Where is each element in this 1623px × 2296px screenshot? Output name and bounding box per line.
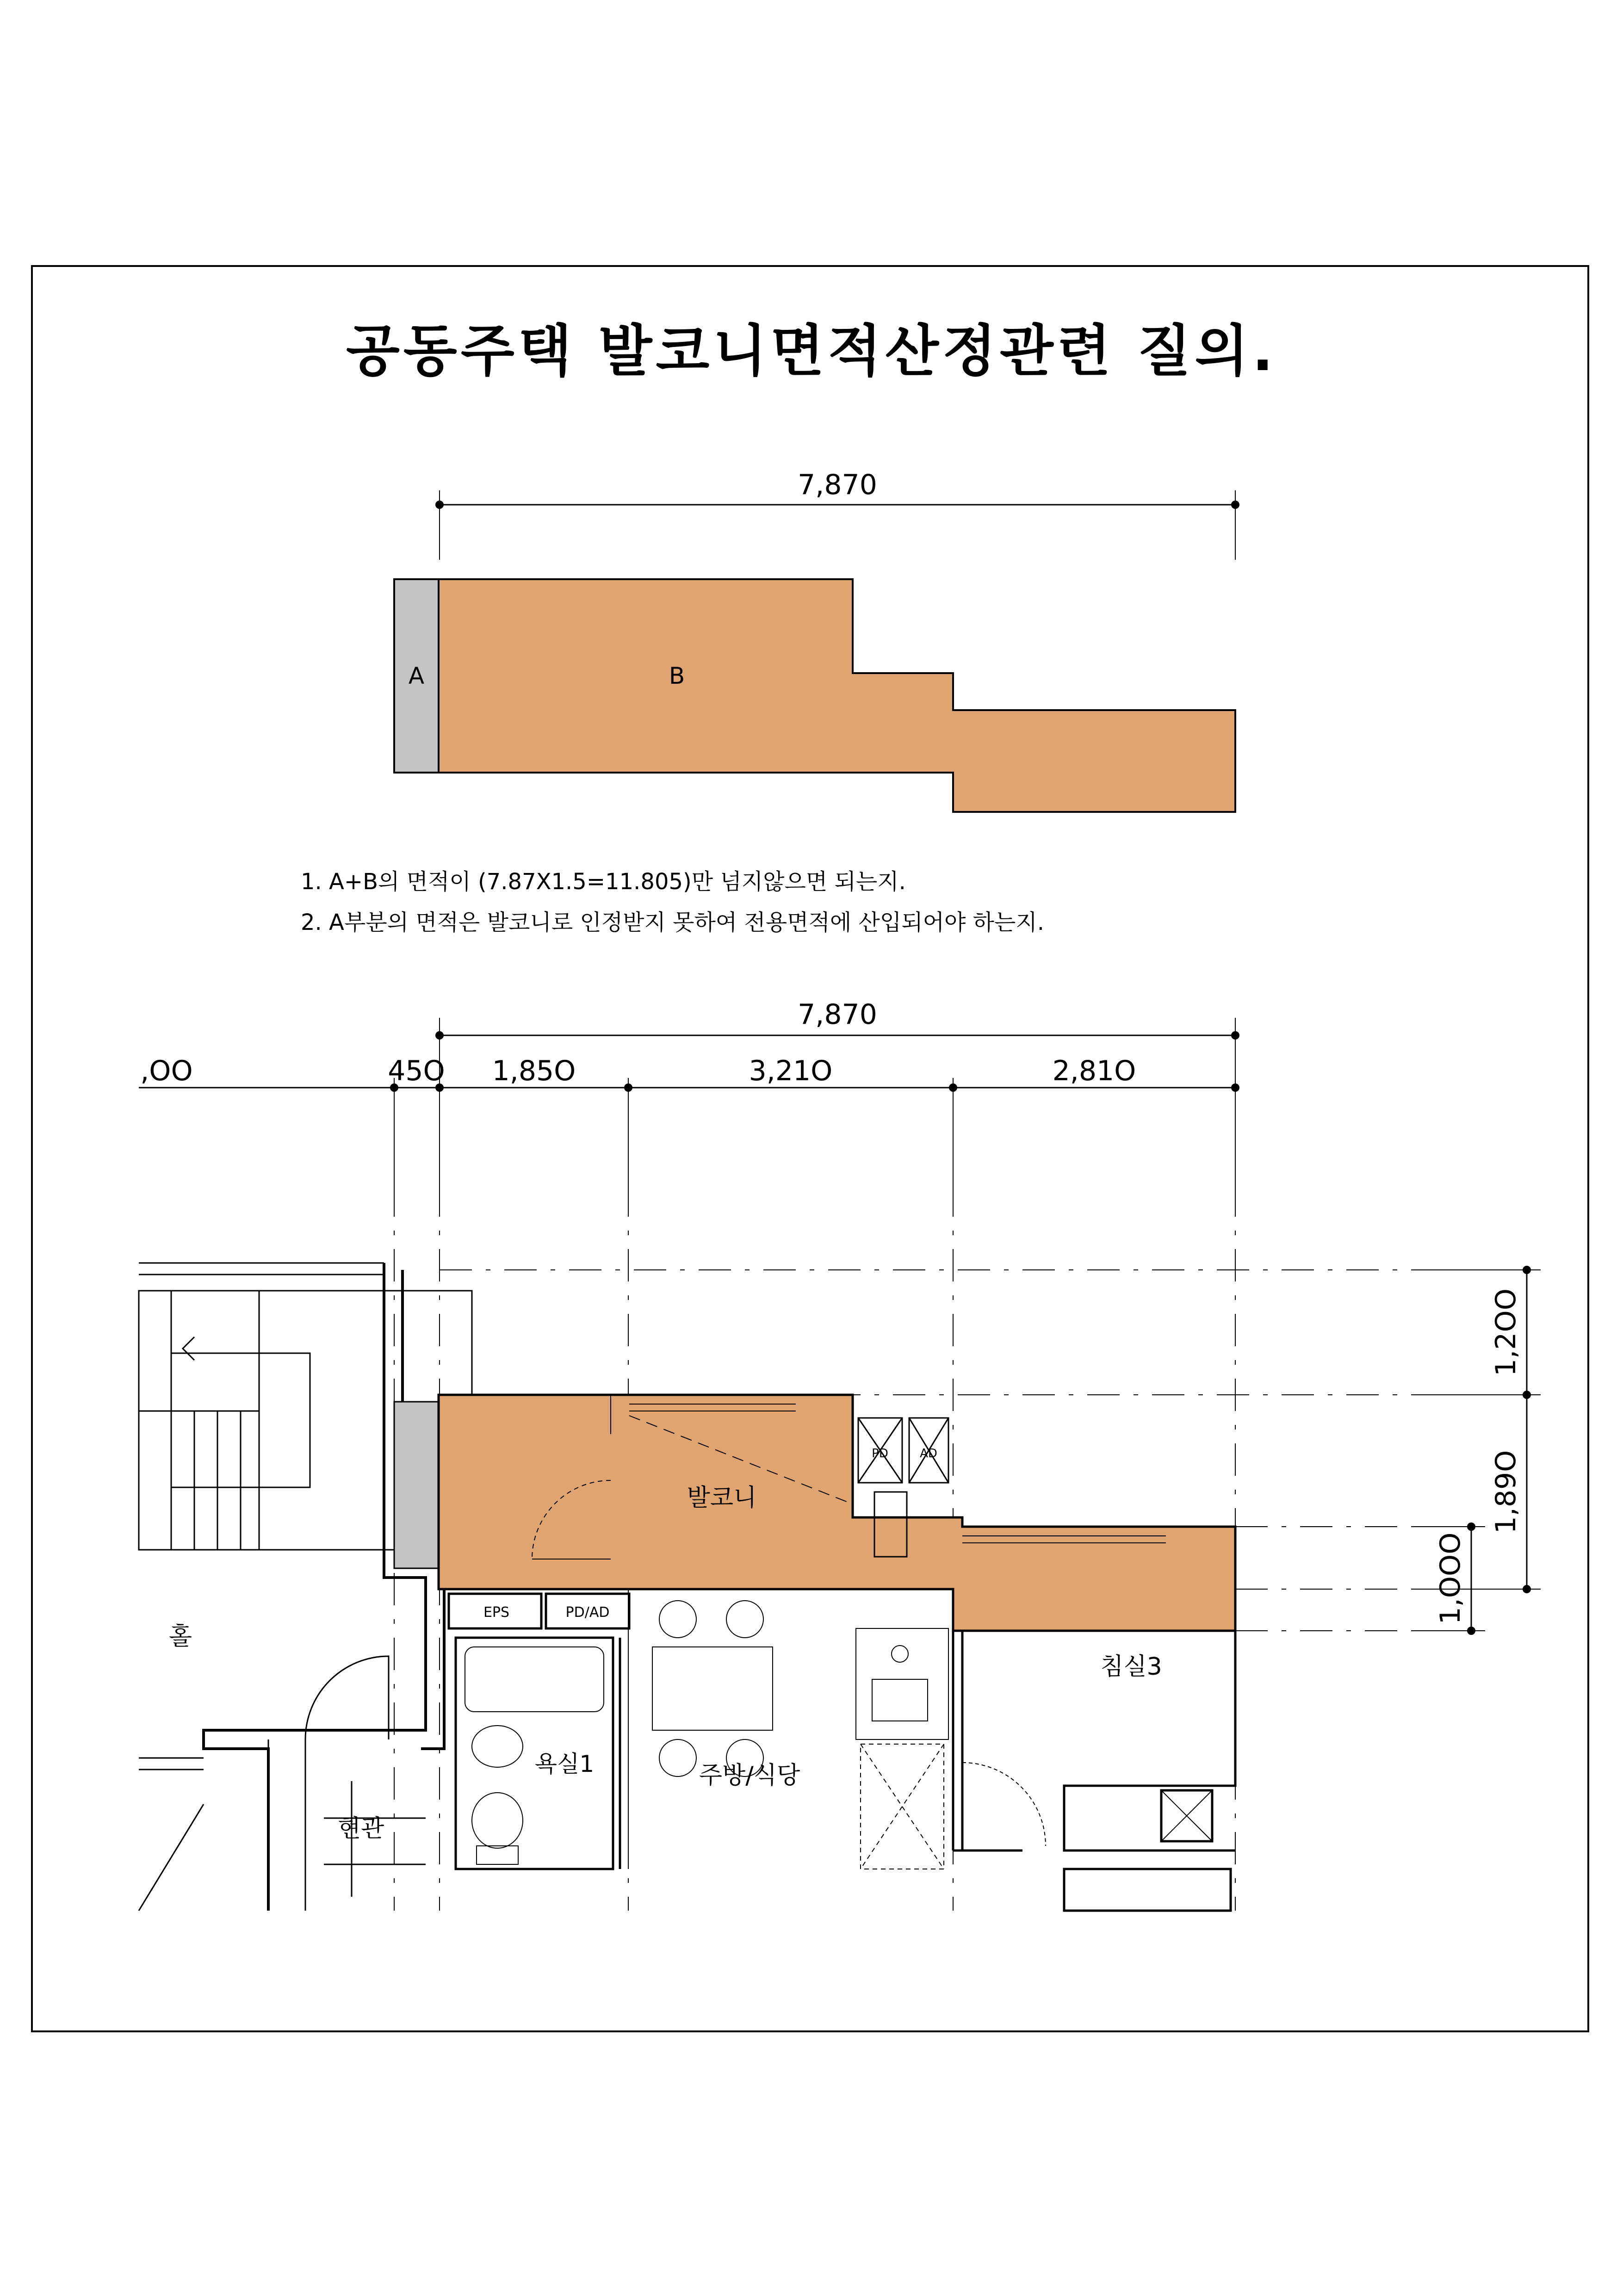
dim-1200: 1,2OO — [1490, 1288, 1522, 1376]
area-b — [439, 579, 1235, 812]
shaft-pd: PD — [872, 1447, 888, 1461]
room-kitchen-dining: 주방/식당 — [699, 1762, 800, 1789]
area-b-label: B — [669, 662, 685, 689]
area-a-label: A — [408, 662, 425, 689]
shaft-eps: EPS — [483, 1604, 510, 1621]
dim-1890: 1,89O — [1490, 1450, 1522, 1534]
top-dimension-label: 7,870 — [798, 469, 877, 501]
shaft-pdad: PD/AD — [565, 1604, 610, 1621]
shaft-ad: AD — [920, 1447, 937, 1461]
page-title: 공동주택 발코니면적산정관련 질의. — [346, 319, 1277, 384]
top-diagram — [394, 469, 1239, 812]
dim-450: 45O — [388, 1055, 445, 1087]
note-1: 1. A+B의 면적이 (7.87X1.5=11.805)만 넘지않으면 되는지. — [301, 869, 906, 895]
plan-overall-dimension: 7,870 — [798, 998, 877, 1031]
dim-3210: 3,21O — [749, 1055, 833, 1087]
plan-balcony — [439, 1395, 1235, 1631]
dim-1850: 1,85O — [492, 1055, 576, 1087]
note-2: 2. A부분의 면적은 발코니로 인정받지 못하여 전용면적에 산입되어야 하는지. — [301, 910, 1044, 935]
floor-plan — [139, 998, 1541, 1911]
room-bath1: 욕실1 — [534, 1751, 595, 1777]
room-hall: 홀 — [168, 1623, 192, 1651]
dim-2810: 2,81O — [1052, 1055, 1136, 1087]
room-bedroom3: 침실3 — [1100, 1653, 1162, 1681]
dim-partial: ,OO — [140, 1055, 193, 1087]
plan-area-a — [394, 1402, 439, 1568]
dim-1000: 1,OOO — [1434, 1532, 1467, 1625]
stair-area — [139, 1263, 472, 1911]
room-entrance: 현관 — [337, 1815, 384, 1843]
room-balcony: 발코니 — [687, 1484, 757, 1512]
